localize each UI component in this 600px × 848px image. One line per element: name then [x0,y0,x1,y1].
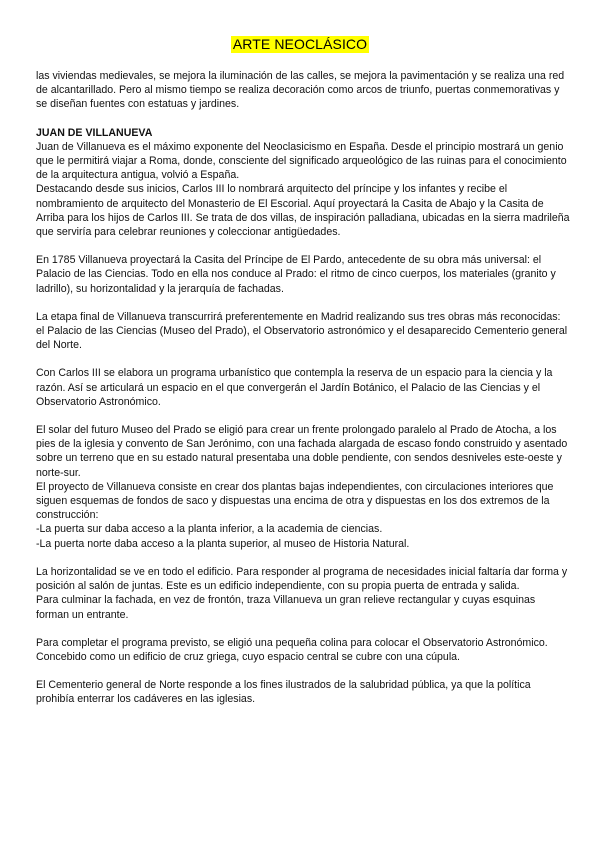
title-container [0,36,600,54]
paragraph-carlos-iii: Destacando desde sus inicios, Carlos III lo nombrará arquitecto del príncipe y los infantes y recibe el nombramiento de arquitecto del Monasterio de El Escorial. Aquí proyectará la Casita de Abajo y la Casita de Arriba para los hijos de Carlos III. Se trata de dos villas, de inspiración palladiana, ubicadas en la sierra madrileña que serviría para celebrar reuniones y coleccionar antigüedades. [36,183,570,239]
paragraph-fachada: Para culminar la fachada, en vez de frontón, traza Villanueva un gran relieve rectangular y cuyas esquinas forman un entrante. [36,594,536,621]
section-heading: JUAN DE VILLANUEVA [36,126,153,139]
paragraph-programa-urbanistico: Con Carlos III se elabora un programa urbanístico que contempla la reserva de un espacio para la ciencia y la razón. Así se articulará un espacio en el que convergerán el Jardín Botánico, el Palacio de las Ciencias y el Observatorio Astronómico. [36,367,553,408]
page-title: ARTE NEOCLÁSICO [232,36,368,52]
paragraph-casita-principe: En 1785 Villanueva proyectará la Casita del Príncipe de El Pardo, antecedente de su obra más universal: el Palacio de las Ciencias. Todo en ella nos conduce al Prado: el ritmo de cinco cuerpos, los materiales (granito y ladrillo), su horizontalidad y la jerarquía de fachadas. [36,254,556,295]
document-body [36,69,570,707]
list-item-puerta-norte: -La puerta norte daba acceso a la planta superior, al museo de Historia Natural. [36,537,410,550]
paragraph-solar-museo: El solar del futuro Museo del Prado se eligió para crear un frente prolongado paralelo al Prado de Atocha, a los pies de la iglesia y convento de San Jerónimo, con una fachada alargada de escaso fondo construido y asentado sobre un terreno que en su estado natural presentaba una doble pendiente, con sendos desniveles este-oeste y norte-sur. [36,424,568,479]
intro-paragraph: las viviendas medievales, se mejora la iluminación de las calles, se mejora la pavimentación y se realiza una red de alcantarillado. Pero al mismo tiempo se realiza decoración como arcos de triunfo, puertas conmemorativas y se diseñan fuentes con estatuas y jardines. [36,70,565,111]
paragraph-villanueva-intro: Juan de Villanueva es el máximo exponente del Neoclasicismo en España. Desde el principio mostrará un genio que le permitirá viajar a Roma, donde, consciente del significado arqueológico de las ruinas para el conocimiento de la arquitectura antigua, volvió a España. [36,140,567,182]
paragraph-observatorio: Para completar el programa previsto, se eligió una pequeña colina para colocar el Observatorio Astronómico. Concebido como un edificio de cruz griega, cuyo espacio central se cubre con una cúpula. [36,636,548,663]
paragraph-cementerio: El Cementerio general de Norte responde a los fines ilustrados de la salubridad pública, ya que la política prohibía enterrar los cadáveres en las iglesias. [36,679,531,706]
list-item-puerta-sur: -La puerta sur daba acceso a la planta inferior, a la academia de ciencias. [36,523,383,536]
paragraph-etapa-final: La etapa final de Villanueva transcurrirá preferentemente en Madrid realizando sus tres obras más reconocidas: el Palacio de las Ciencias (Museo del Prado), el Observatorio astronómico y el desaparecido Cementerio general del Norte. [36,310,568,352]
paragraph-horizontalidad: La horizontalidad se ve en todo el edificio. Para responder al programa de necesidades inicial faltaría dar forma y posición al salón de juntas. Este es un edificio independiente, con su propia puerta de entrada y salida. [36,565,568,593]
paragraph-proyecto: El proyecto de Villanueva consiste en crear dos plantas bajas independientes, con circulaciones interiores que siguen esquemas de fondos de saco y dispuestas una encima de otra y dispuestas en los dos extremos de la construcción: [36,480,554,522]
